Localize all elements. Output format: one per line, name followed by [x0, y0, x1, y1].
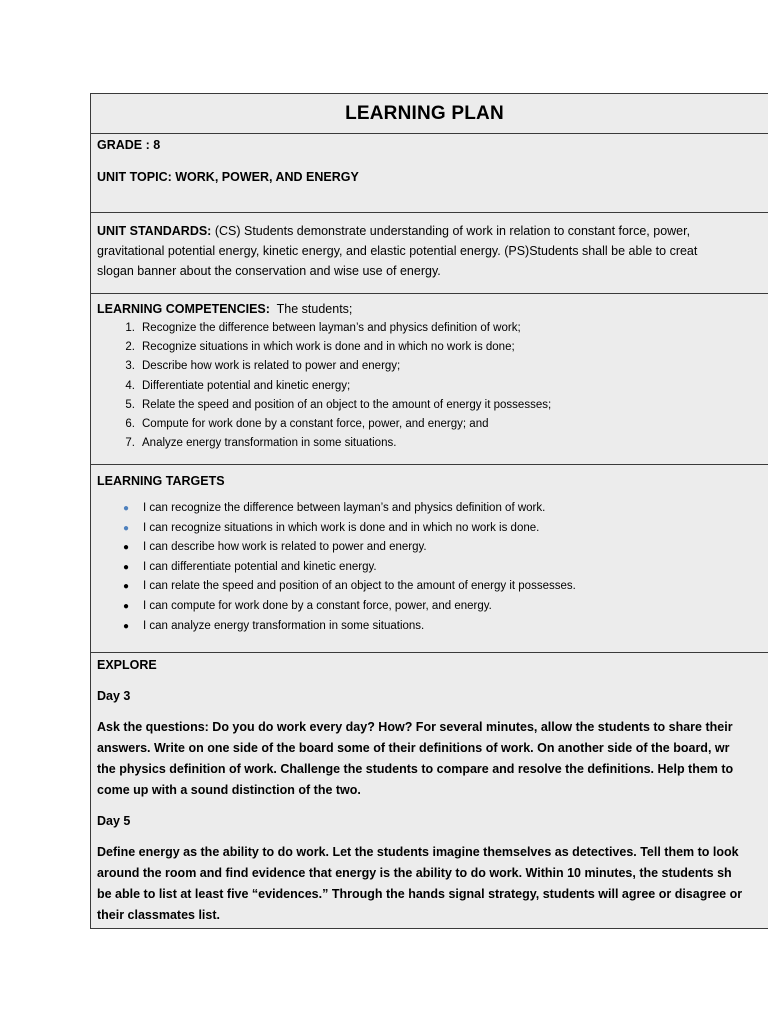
bullet-icon: ● [122, 620, 129, 632]
competency-item [97, 338, 768, 357]
unit-standards-line-3: slogan banner about the conservation and wise use of energy. [97, 264, 441, 278]
competency-number: 1. [125, 322, 135, 334]
competency-text: Relate the speed and position of an object to the amount of energy it possesses; [142, 398, 552, 411]
day3-line: the physics definition of work. Challenge the students to compare and resolve the definitions. Help them to [97, 762, 734, 776]
competencies-intro: The students; [269, 302, 353, 316]
target-text: I can recognize situations in which work is done and in which no work is done. [143, 521, 540, 534]
day5-line: be able to list at least five “evidences.” Through the hands signal strategy, students will agree or disagree or [97, 887, 743, 901]
learning-competencies-section [91, 294, 768, 465]
target-item [97, 597, 768, 617]
day3-paragraph [97, 717, 768, 801]
day5-line: around the room and find evidence that energy is the ability to do work. Within 10 minutes, the students sh [97, 866, 732, 880]
target-text: I can analyze energy transformation in some situations. [143, 619, 425, 632]
competency-number: 7. [125, 437, 135, 450]
competency-number: 2. [125, 341, 135, 354]
day3-line: come up with a sound distinction of the two. [97, 783, 361, 797]
bullet-icon: ● [122, 600, 129, 612]
learning-plan-table [90, 93, 768, 929]
competency-item [97, 357, 768, 376]
competency-text: Recognize the difference between layman’s and physics definition of work; [142, 322, 521, 334]
grade-topic-section [91, 134, 768, 213]
competency-item [97, 319, 768, 338]
learning-targets-section [91, 465, 768, 653]
unit-standards-label: UNIT STANDARDS: [97, 224, 212, 238]
bullet-icon: ● [122, 522, 129, 534]
competency-number: 4. [125, 379, 135, 392]
target-text: I can compute for work done by a constant force, power, and energy. [143, 599, 492, 612]
bullet-icon: ● [122, 581, 129, 593]
day3-heading: Day 3 [97, 689, 131, 703]
day5-line: their classmates list. [97, 908, 220, 922]
competency-text: Compute for work done by a constant force, power, and energy; and [142, 418, 489, 431]
unit-standards-section [91, 213, 768, 294]
target-item [97, 538, 768, 558]
target-item [97, 499, 768, 519]
competency-item [97, 377, 768, 396]
competency-item [97, 415, 768, 434]
competency-text: Recognize situations in which work is done and in which no work is done; [142, 341, 515, 354]
target-text: I can differentiate potential and kinetic energy. [143, 560, 377, 573]
unit-standards-line-2: gravitational potential energy, kinetic energy, and elastic potential energy. (PS)Students shall be able to creat [97, 244, 698, 258]
competencies-label: LEARNING COMPETENCIES: [97, 302, 270, 316]
day5-heading: Day 5 [97, 814, 131, 828]
unit-standards-text-1: (CS) Students demonstrate understanding of work in relation to constant force, power, [211, 224, 691, 238]
target-item [97, 558, 768, 578]
title-section [91, 94, 768, 134]
competency-text: Describe how work is related to power and energy; [142, 360, 401, 373]
competency-number: 5. [125, 398, 135, 411]
competency-number: 3. [125, 360, 135, 373]
targets-heading: LEARNING TARGETS [97, 474, 225, 488]
day5-line: Define energy as the ability to do work. Let the students imagine themselves as detectives. Tell them to look [97, 845, 739, 859]
target-text: I can describe how work is related to power and energy. [143, 541, 427, 554]
competencies-list [97, 319, 768, 453]
day3-line: Ask the questions: Do you do work every day? How? For several minutes, allow the students to share their [97, 720, 733, 734]
targets-list [97, 499, 768, 636]
target-text: I can recognize the difference between layman’s and physics definition of work. [143, 502, 546, 514]
competency-text: Analyze energy transformation in some situations. [142, 437, 397, 450]
day5-paragraph [97, 842, 768, 926]
bullet-icon: ● [122, 561, 129, 573]
bullet-icon: ● [122, 503, 129, 514]
day3-line: answers. Write on one side of the board some of their definitions of work. On another side of the board, wr [97, 741, 730, 755]
explore-section [91, 653, 768, 928]
target-item [97, 577, 768, 597]
competency-text: Differentiate potential and kinetic energy; [142, 379, 351, 392]
explore-heading: EXPLORE [97, 658, 157, 672]
target-item [97, 617, 768, 637]
grade-label: GRADE : 8 [97, 138, 161, 152]
target-item [97, 519, 768, 539]
target-text: I can relate the speed and position of an object to the amount of energy it possesses. [143, 580, 576, 593]
bullet-icon: ● [122, 542, 129, 554]
competency-number: 6. [125, 418, 135, 431]
unit-topic: UNIT TOPIC: WORK, POWER, AND ENERGY [97, 170, 359, 184]
page-title: LEARNING PLAN [345, 102, 504, 124]
competencies-heading [97, 301, 768, 317]
unit-standards-line-1 [97, 221, 768, 241]
competency-item [97, 434, 768, 453]
competency-item [97, 396, 768, 415]
